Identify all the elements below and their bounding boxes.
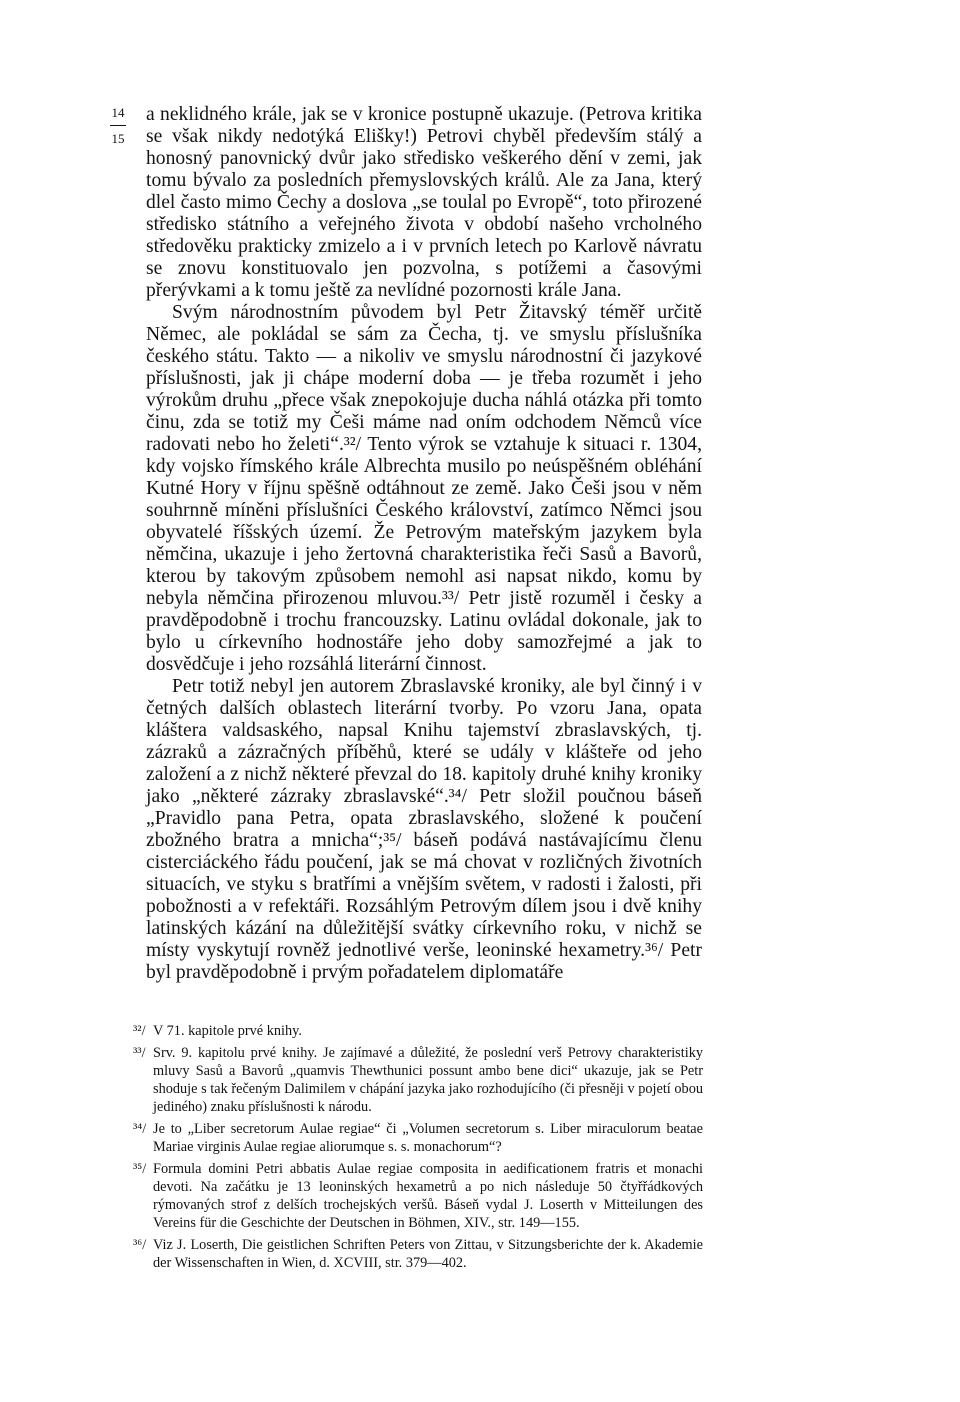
footnote-33 (133, 1044, 703, 1116)
footnote-34 (133, 1120, 703, 1156)
footnote-mark: ³⁶/ (133, 1237, 147, 1253)
main-text (146, 104, 702, 984)
footnotes (133, 1022, 703, 1276)
footnote-mark: ³⁴/ (133, 1121, 147, 1137)
footnote-text: Formula domini Petri abbatis Aulae regiae composita in aedificationem fratris et monachi devoti. Na začátku je 13 leoninských hexametrů a po nich následuje 50 čtyřřádkových rýmovaných strof z delších trochejských veršů. Báseň vydal J. Loserth v Mitteilungen des Vereins für die Geschichte der Deutschen in Böhmen, XIV., str. 149—155. (153, 1161, 703, 1231)
margin-line-numbers (106, 106, 130, 145)
paragraph-3: Petr totiž nebyl jen autorem Zbraslavské kroniky, ale byl činný i v četných dalších oblastech literární tvorby. Po vzoru Jana, opata kláštera valdsaského, napsal Knihu tajemství zbraslavských, tj. zázraků a zázračných příběhů, které se udály v klášteře od jeho založení a z nichž některé převzal do 18. kapitoly druhé knihy kroniky jako „některé zázraky zbraslavské“.³⁴/ Petr složil poučnou báseň „Pravidlo pana Petra, opata zbraslavského, složené k poučení zbožného bratra a mnicha“;³⁵/ báseň podává nastávajícímu členu cisterciáckého řádu poučení, jak se má chovat v rozličných životních situacích, ve styku s bratřími a vnějším světem, v radosti i žalosti, při pobožnosti a v refektáři. Rozsáhlým Petrovým dílem jsou i dvě knihy latinských kázání na důležitější svátky církevního roku, v nichž se místy vyskytují rovněž jednotlivé verše, leoninské hexametry.³⁶/ Petr byl pravděpodobně i prvým pořadatelem diplomatáře (146, 676, 702, 983)
footnote-mark: ³⁵/ (133, 1161, 147, 1177)
footnote-mark: ³³/ (133, 1045, 146, 1061)
footnote-32 (133, 1022, 703, 1040)
margin-number-14: 14 (111, 105, 125, 120)
footnote-35 (133, 1160, 703, 1232)
paragraph-1: a neklidného krále, jak se v kronice postupně ukazuje. (Petrova kritika se však nikdy nedotýká Elišky!) Petrovi chyběl především stálý a honosný panovnický dvůr jako středisko veškerého dění v zemi, jak tomu bývalo za posledních přemyslovských králů. Ale za Jana, který dlel často mimo Čechy a doslova „se toulal po Evropě“, toto přirozené středisko státního a veřejného života v období našeho vrcholného středověku prakticky zmizelo a i v prvních letech po Karlově návratu se znovu konstituovalo jen pozvolna, s potížemi a časovými přerývkami a k tomu ještě za nevlídné pozornosti krále Jana. (146, 104, 702, 301)
footnote-36 (133, 1236, 703, 1272)
footnote-text: V 71. kapitole prvé knihy. (153, 1023, 302, 1039)
footnote-text: Je to „Liber secretorum Aulae regiae“ či „Volumen secretorum s. Liber miraculorum beatae Mariae virginis Aulae regiae aliorumque s. s. monachorum“? (153, 1121, 703, 1155)
paragraph-2: Svým národnostním původem byl Petr Žitavský téměř určitě Němec, ale pokládal se sám za Čecha, tj. ve smyslu příslušníka českého státu. Takto — a nikoliv ve smyslu národnostní či jazykové příslušnosti, jak ji chápe moderní doba — je třeba rozumět i jeho výrokům druhu „přece však znepokojuje ducha náhlá otázka při tomto činu, zda se totiž my Češi máme nad oním odchodem Němců více radovati nebo ho želeti“.³²/ Tento výrok se vztahuje k situaci r. 1304, kdy vojsko římského krále Albrechta musilo po neúspěšném obléhání Kutné Hory v říjnu spěšně odtáhnout ze země. Jako Češi jsou v něm souhrnně míněni příslušníci Českého království, zatímco Němci jsou obyvatelé říšských území. Že Petrovým mateřským jazykem byla němčina, ukazuje i jeho žertovná charakteristika řeči Sasů a Bavorů, kterou by takovým způsobem nemohl asi napsat nikdo, komu by nebyla němčina přirozenou mluvou.³³/ Petr jistě rozuměl i česky a pravděpodobně i trochu francouzsky. Latinu ovládal dokonale, jak to bylo u církevního hodnostáře jeho doby samozřejmé a jak to dosvědčuje i jeho rozsáhlá literární činnost. (146, 302, 702, 675)
margin-number-15: 15 (111, 131, 125, 146)
footnote-text: Srv. 9. kapitolu prvé knihy. Je zajímavé a důležité, že poslední verš Petrovy charakteristiky mluvy Sasů a Bavorů „quamvis Thewthunici possunt ambo bene dici“ ukazuje, jak se Petr shoduje s tak řečeným Dalimilem v chápání jazyka jako rozhodujícího (či přesněji v pojetí obou jediného) znaku příslušnosti k národu. (153, 1045, 703, 1115)
footnote-text: Viz J. Loserth, Die geistlichen Schriften Peters von Zittau, v Sitzungsberichte der k. Akademie der Wissenschaften in Wien, d. XCVIII, str. 379—402. (153, 1237, 703, 1271)
margin-rule (110, 125, 126, 126)
footnote-mark: ³²/ (133, 1023, 146, 1039)
